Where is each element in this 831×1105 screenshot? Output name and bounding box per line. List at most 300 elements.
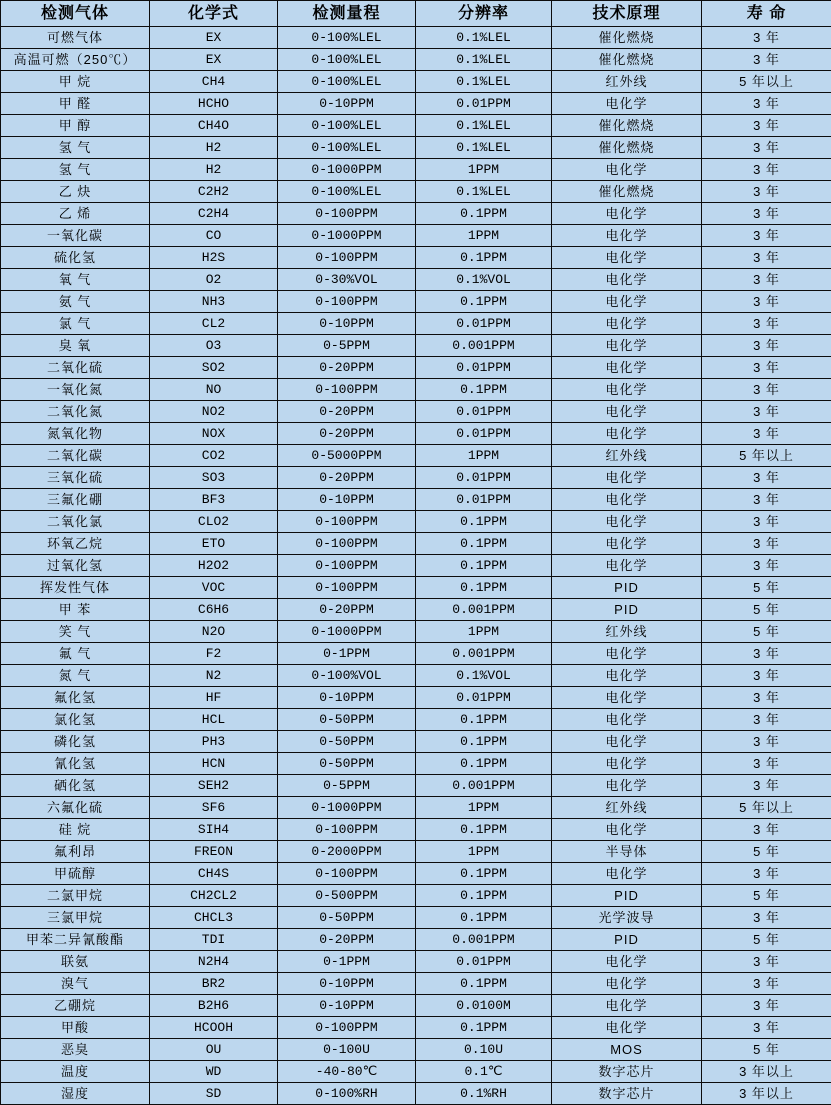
cell-technical-principle: 电化学 xyxy=(552,401,702,423)
cell-detection-range: 0-500PPM xyxy=(278,885,416,907)
cell-technical-principle: 电化学 xyxy=(552,687,702,709)
cell-gas-name: 硫化氢 xyxy=(1,247,150,269)
table-row xyxy=(1,665,831,687)
cell-technical-principle: 光学波导 xyxy=(552,907,702,929)
cell-lifetime: 3 年 xyxy=(702,533,831,555)
cell-detection-range: 0-10PPM xyxy=(278,489,416,511)
cell-technical-principle: 半导体 xyxy=(552,841,702,863)
cell-lifetime: 3 年 xyxy=(702,995,831,1017)
cell-technical-principle: 电化学 xyxy=(552,555,702,577)
table-row xyxy=(1,489,831,511)
cell-gas-name: 联氨 xyxy=(1,951,150,973)
table-row xyxy=(1,137,831,159)
cell-chemical-formula: CH2CL2 xyxy=(150,885,278,907)
cell-technical-principle: 电化学 xyxy=(552,313,702,335)
cell-technical-principle: 电化学 xyxy=(552,247,702,269)
cell-detection-range: 0-20PPM xyxy=(278,599,416,621)
cell-technical-principle: 电化学 xyxy=(552,93,702,115)
cell-detection-range: 0-100U xyxy=(278,1039,416,1061)
cell-detection-range: 0-100%LEL xyxy=(278,71,416,93)
table-row xyxy=(1,269,831,291)
cell-detection-range: 0-100PPM xyxy=(278,577,416,599)
cell-resolution: 0.1PPM xyxy=(416,1017,552,1039)
cell-chemical-formula: CH4O xyxy=(150,115,278,137)
cell-lifetime: 3 年 xyxy=(702,731,831,753)
cell-chemical-formula: F2 xyxy=(150,643,278,665)
cell-detection-range: 0-10PPM xyxy=(278,973,416,995)
cell-resolution: 1PPM xyxy=(416,841,552,863)
table-row xyxy=(1,467,831,489)
cell-resolution: 0.01PPM xyxy=(416,467,552,489)
cell-detection-range: 0-50PPM xyxy=(278,709,416,731)
cell-technical-principle: PID xyxy=(552,577,702,599)
table-row xyxy=(1,49,831,71)
cell-technical-principle: 电化学 xyxy=(552,423,702,445)
table-row xyxy=(1,907,831,929)
cell-resolution: 0.001PPM xyxy=(416,775,552,797)
cell-lifetime: 5 年以上 xyxy=(702,445,831,467)
cell-technical-principle: 电化学 xyxy=(552,379,702,401)
cell-lifetime: 5 年 xyxy=(702,885,831,907)
cell-lifetime: 3 年 xyxy=(702,907,831,929)
table-row xyxy=(1,159,831,181)
table-row xyxy=(1,577,831,599)
column-header-range: 检测量程 xyxy=(278,1,416,27)
cell-chemical-formula: OU xyxy=(150,1039,278,1061)
cell-technical-principle: 红外线 xyxy=(552,71,702,93)
cell-resolution: 0.0100M xyxy=(416,995,552,1017)
table-body xyxy=(1,27,831,1105)
cell-lifetime: 3 年 xyxy=(702,401,831,423)
table-row xyxy=(1,423,831,445)
cell-detection-range: 0-100PPM xyxy=(278,533,416,555)
cell-technical-principle: 数字芯片 xyxy=(552,1061,702,1083)
cell-detection-range: 0-5000PPM xyxy=(278,445,416,467)
cell-detection-range: 0-5PPM xyxy=(278,775,416,797)
cell-chemical-formula: B2H6 xyxy=(150,995,278,1017)
cell-gas-name: 温度 xyxy=(1,1061,150,1083)
cell-chemical-formula: NO2 xyxy=(150,401,278,423)
table-row xyxy=(1,951,831,973)
cell-lifetime: 3 年 xyxy=(702,225,831,247)
cell-detection-range: 0-1000PPM xyxy=(278,797,416,819)
table-row xyxy=(1,203,831,225)
cell-resolution: 0.1%LEL xyxy=(416,115,552,137)
cell-lifetime: 3 年 xyxy=(702,511,831,533)
cell-detection-range: 0-1000PPM xyxy=(278,159,416,181)
cell-detection-range: 0-20PPM xyxy=(278,357,416,379)
table-row xyxy=(1,335,831,357)
cell-resolution: 0.1PPM xyxy=(416,973,552,995)
cell-gas-name: 甲 醛 xyxy=(1,93,150,115)
cell-resolution: 0.1%VOL xyxy=(416,665,552,687)
cell-resolution: 0.1%LEL xyxy=(416,181,552,203)
cell-lifetime: 3 年 xyxy=(702,247,831,269)
cell-lifetime: 3 年 xyxy=(702,709,831,731)
cell-resolution: 0.1PPM xyxy=(416,731,552,753)
cell-detection-range: 0-100%LEL xyxy=(278,115,416,137)
cell-gas-name: 氯 气 xyxy=(1,313,150,335)
cell-resolution: 1PPM xyxy=(416,225,552,247)
cell-gas-name: 一氧化氮 xyxy=(1,379,150,401)
cell-technical-principle: 红外线 xyxy=(552,445,702,467)
cell-lifetime: 3 年 xyxy=(702,181,831,203)
cell-technical-principle: 电化学 xyxy=(552,225,702,247)
cell-chemical-formula: O2 xyxy=(150,269,278,291)
cell-chemical-formula: CH4 xyxy=(150,71,278,93)
cell-detection-range: 0-100PPM xyxy=(278,1017,416,1039)
cell-chemical-formula: ETO xyxy=(150,533,278,555)
cell-chemical-formula: C6H6 xyxy=(150,599,278,621)
cell-lifetime: 3 年 xyxy=(702,489,831,511)
cell-detection-range: 0-20PPM xyxy=(278,467,416,489)
cell-resolution: 0.1PPM xyxy=(416,247,552,269)
cell-resolution: 0.1PPM xyxy=(416,577,552,599)
cell-resolution: 0.1%LEL xyxy=(416,49,552,71)
cell-chemical-formula: BR2 xyxy=(150,973,278,995)
table-row xyxy=(1,27,831,49)
cell-gas-name: 氮 气 xyxy=(1,665,150,687)
cell-resolution: 0.001PPM xyxy=(416,643,552,665)
cell-technical-principle: 数字芯片 xyxy=(552,1083,702,1105)
cell-gas-name: 氮氧化物 xyxy=(1,423,150,445)
cell-gas-name: 甲酸 xyxy=(1,1017,150,1039)
cell-lifetime: 3 年 xyxy=(702,753,831,775)
table-row xyxy=(1,929,831,951)
cell-chemical-formula: HCL xyxy=(150,709,278,731)
cell-technical-principle: 电化学 xyxy=(552,489,702,511)
cell-technical-principle: 电化学 xyxy=(552,159,702,181)
cell-lifetime: 3 年 xyxy=(702,665,831,687)
cell-technical-principle: MOS xyxy=(552,1039,702,1061)
cell-gas-name: 三氯甲烷 xyxy=(1,907,150,929)
cell-chemical-formula: HCHO xyxy=(150,93,278,115)
cell-resolution: 0.1PPM xyxy=(416,709,552,731)
cell-chemical-formula: EX xyxy=(150,27,278,49)
cell-gas-name: 笑 气 xyxy=(1,621,150,643)
cell-detection-range: 0-100%LEL xyxy=(278,49,416,71)
cell-lifetime: 3 年 xyxy=(702,335,831,357)
cell-technical-principle: 电化学 xyxy=(552,291,702,313)
cell-resolution: 0.10U xyxy=(416,1039,552,1061)
table-row xyxy=(1,93,831,115)
cell-detection-range: 0-30%VOL xyxy=(278,269,416,291)
cell-gas-name: 甲硫醇 xyxy=(1,863,150,885)
table-header xyxy=(1,1,831,27)
table-row xyxy=(1,863,831,885)
table-row xyxy=(1,181,831,203)
cell-gas-name: 三氧化硫 xyxy=(1,467,150,489)
cell-detection-range: 0-100PPM xyxy=(278,555,416,577)
cell-lifetime: 3 年 xyxy=(702,555,831,577)
cell-gas-name: 三氟化硼 xyxy=(1,489,150,511)
table-row xyxy=(1,841,831,863)
cell-detection-range: 0-50PPM xyxy=(278,753,416,775)
cell-resolution: 0.001PPM xyxy=(416,929,552,951)
column-header-resolution: 分辨率 xyxy=(416,1,552,27)
cell-detection-range: 0-1PPM xyxy=(278,951,416,973)
cell-resolution: 0.1PPM xyxy=(416,511,552,533)
table-row xyxy=(1,1017,831,1039)
cell-gas-name: 氟利昂 xyxy=(1,841,150,863)
table-row xyxy=(1,401,831,423)
cell-lifetime: 3 年 xyxy=(702,643,831,665)
cell-technical-principle: 催化燃烧 xyxy=(552,137,702,159)
cell-chemical-formula: H2O2 xyxy=(150,555,278,577)
cell-chemical-formula: HF xyxy=(150,687,278,709)
cell-gas-name: 二氧化碳 xyxy=(1,445,150,467)
cell-technical-principle: 电化学 xyxy=(552,665,702,687)
table-row xyxy=(1,687,831,709)
cell-resolution: 0.1PPM xyxy=(416,379,552,401)
cell-gas-name: 氟化氢 xyxy=(1,687,150,709)
cell-chemical-formula: SD xyxy=(150,1083,278,1105)
cell-chemical-formula: HCOOH xyxy=(150,1017,278,1039)
cell-lifetime: 3 年 xyxy=(702,115,831,137)
cell-gas-name: 恶臭 xyxy=(1,1039,150,1061)
cell-chemical-formula: TDI xyxy=(150,929,278,951)
cell-technical-principle: 红外线 xyxy=(552,797,702,819)
cell-gas-name: 氟 气 xyxy=(1,643,150,665)
cell-gas-name: 乙硼烷 xyxy=(1,995,150,1017)
cell-lifetime: 3 年 xyxy=(702,423,831,445)
cell-detection-range: 0-5PPM xyxy=(278,335,416,357)
table-row xyxy=(1,511,831,533)
cell-lifetime: 3 年 xyxy=(702,27,831,49)
table-row xyxy=(1,71,831,93)
cell-technical-principle: 电化学 xyxy=(552,709,702,731)
cell-technical-principle: 红外线 xyxy=(552,621,702,643)
table-row xyxy=(1,445,831,467)
cell-chemical-formula: O3 xyxy=(150,335,278,357)
table-row xyxy=(1,973,831,995)
table-row xyxy=(1,819,831,841)
cell-chemical-formula: CLO2 xyxy=(150,511,278,533)
cell-detection-range: 0-1000PPM xyxy=(278,621,416,643)
column-header-gas: 检测气体 xyxy=(1,1,150,27)
cell-detection-range: 0-10PPM xyxy=(278,687,416,709)
cell-chemical-formula: SO2 xyxy=(150,357,278,379)
cell-gas-name: 二氯甲烷 xyxy=(1,885,150,907)
cell-technical-principle: 电化学 xyxy=(552,753,702,775)
cell-lifetime: 3 年 xyxy=(702,1017,831,1039)
table-row xyxy=(1,247,831,269)
cell-gas-name: 二氧化氮 xyxy=(1,401,150,423)
cell-detection-range: 0-100%VOL xyxy=(278,665,416,687)
cell-gas-name: 挥发性气体 xyxy=(1,577,150,599)
cell-gas-name: 乙 炔 xyxy=(1,181,150,203)
cell-chemical-formula: SF6 xyxy=(150,797,278,819)
cell-chemical-formula: H2 xyxy=(150,137,278,159)
cell-resolution: 0.01PPM xyxy=(416,951,552,973)
table-row xyxy=(1,555,831,577)
cell-chemical-formula: C2H2 xyxy=(150,181,278,203)
cell-chemical-formula: PH3 xyxy=(150,731,278,753)
cell-resolution: 0.01PPM xyxy=(416,423,552,445)
column-header-principle: 技术原理 xyxy=(552,1,702,27)
cell-chemical-formula: HCN xyxy=(150,753,278,775)
cell-chemical-formula: N2 xyxy=(150,665,278,687)
table-row xyxy=(1,1061,831,1083)
cell-resolution: 1PPM xyxy=(416,621,552,643)
cell-technical-principle: 催化燃烧 xyxy=(552,49,702,71)
cell-detection-range: 0-1000PPM xyxy=(278,225,416,247)
cell-lifetime: 3 年 xyxy=(702,203,831,225)
cell-resolution: 0.1%VOL xyxy=(416,269,552,291)
cell-resolution: 0.1PPM xyxy=(416,819,552,841)
cell-lifetime: 3 年 xyxy=(702,291,831,313)
cell-lifetime: 3 年 xyxy=(702,973,831,995)
cell-technical-principle: 电化学 xyxy=(552,335,702,357)
cell-technical-principle: 电化学 xyxy=(552,775,702,797)
cell-gas-name: 溴气 xyxy=(1,973,150,995)
cell-resolution: 1PPM xyxy=(416,445,552,467)
cell-lifetime: 3 年以上 xyxy=(702,1083,831,1105)
cell-detection-range: 0-1PPM xyxy=(278,643,416,665)
cell-detection-range: 0-100%LEL xyxy=(278,181,416,203)
cell-lifetime: 3 年 xyxy=(702,159,831,181)
cell-gas-name: 氢 气 xyxy=(1,137,150,159)
cell-technical-principle: 电化学 xyxy=(552,1017,702,1039)
cell-lifetime: 3 年以上 xyxy=(702,1061,831,1083)
cell-technical-principle: 催化燃烧 xyxy=(552,181,702,203)
cell-technical-principle: 电化学 xyxy=(552,819,702,841)
cell-resolution: 1PPM xyxy=(416,159,552,181)
table-row xyxy=(1,533,831,555)
cell-technical-principle: 催化燃烧 xyxy=(552,27,702,49)
cell-chemical-formula: NH3 xyxy=(150,291,278,313)
table-row xyxy=(1,621,831,643)
table-row xyxy=(1,643,831,665)
cell-technical-principle: PID xyxy=(552,929,702,951)
cell-lifetime: 3 年 xyxy=(702,357,831,379)
cell-technical-principle: 电化学 xyxy=(552,973,702,995)
table-row xyxy=(1,357,831,379)
cell-gas-name: 甲 醇 xyxy=(1,115,150,137)
table-row xyxy=(1,115,831,137)
table-row xyxy=(1,731,831,753)
table-row xyxy=(1,225,831,247)
cell-detection-range: 0-100PPM xyxy=(278,379,416,401)
table-row xyxy=(1,885,831,907)
cell-chemical-formula: H2 xyxy=(150,159,278,181)
cell-gas-name: 臭 氧 xyxy=(1,335,150,357)
header-row xyxy=(1,1,831,27)
cell-resolution: 0.001PPM xyxy=(416,599,552,621)
cell-gas-name: 氢 气 xyxy=(1,159,150,181)
cell-gas-name: 可燃气体 xyxy=(1,27,150,49)
cell-chemical-formula: H2S xyxy=(150,247,278,269)
cell-chemical-formula: CH4S xyxy=(150,863,278,885)
cell-resolution: 0.01PPM xyxy=(416,357,552,379)
cell-gas-name: 二氧化硫 xyxy=(1,357,150,379)
cell-detection-range: 0-100PPM xyxy=(278,819,416,841)
cell-chemical-formula: EX xyxy=(150,49,278,71)
cell-gas-name: 环氧乙烷 xyxy=(1,533,150,555)
cell-lifetime: 5 年以上 xyxy=(702,71,831,93)
column-header-lifetime: 寿 命 xyxy=(702,1,831,27)
cell-lifetime: 3 年 xyxy=(702,93,831,115)
cell-technical-principle: 电化学 xyxy=(552,203,702,225)
cell-gas-name: 甲 烷 xyxy=(1,71,150,93)
cell-chemical-formula: CO2 xyxy=(150,445,278,467)
cell-resolution: 0.1%LEL xyxy=(416,71,552,93)
cell-technical-principle: 电化学 xyxy=(552,533,702,555)
cell-resolution: 0.01PPM xyxy=(416,313,552,335)
cell-lifetime: 5 年 xyxy=(702,929,831,951)
table-row xyxy=(1,775,831,797)
cell-detection-range: 0-100PPM xyxy=(278,247,416,269)
cell-resolution: 0.1PPM xyxy=(416,863,552,885)
table-row xyxy=(1,995,831,1017)
cell-technical-principle: 电化学 xyxy=(552,863,702,885)
table-row xyxy=(1,1083,831,1105)
cell-lifetime: 3 年 xyxy=(702,137,831,159)
table-row xyxy=(1,753,831,775)
cell-lifetime: 5 年 xyxy=(702,621,831,643)
cell-detection-range: 0-50PPM xyxy=(278,731,416,753)
cell-lifetime: 5 年 xyxy=(702,599,831,621)
cell-lifetime: 3 年 xyxy=(702,687,831,709)
cell-chemical-formula: SIH4 xyxy=(150,819,278,841)
cell-resolution: 0.01PPM xyxy=(416,93,552,115)
cell-technical-principle: 电化学 xyxy=(552,357,702,379)
cell-lifetime: 5 年 xyxy=(702,841,831,863)
cell-chemical-formula: WD xyxy=(150,1061,278,1083)
cell-technical-principle: 电化学 xyxy=(552,467,702,489)
cell-chemical-formula: C2H4 xyxy=(150,203,278,225)
cell-gas-name: 氰化氢 xyxy=(1,753,150,775)
cell-detection-range: 0-20PPM xyxy=(278,423,416,445)
cell-detection-range: 0-10PPM xyxy=(278,995,416,1017)
cell-resolution: 0.01PPM xyxy=(416,489,552,511)
cell-gas-name: 磷化氢 xyxy=(1,731,150,753)
cell-resolution: 0.001PPM xyxy=(416,335,552,357)
table-row xyxy=(1,599,831,621)
cell-lifetime: 5 年 xyxy=(702,577,831,599)
cell-gas-name: 硒化氢 xyxy=(1,775,150,797)
cell-gas-name: 二氧化氯 xyxy=(1,511,150,533)
cell-technical-principle: 电化学 xyxy=(552,269,702,291)
cell-technical-principle: 电化学 xyxy=(552,643,702,665)
table-row xyxy=(1,379,831,401)
cell-resolution: 0.1PPM xyxy=(416,885,552,907)
cell-gas-name: 氨 气 xyxy=(1,291,150,313)
cell-lifetime: 3 年 xyxy=(702,49,831,71)
cell-lifetime: 3 年 xyxy=(702,269,831,291)
cell-resolution: 0.1PPM xyxy=(416,533,552,555)
cell-resolution: 0.1℃ xyxy=(416,1061,552,1083)
cell-detection-range: 0-100PPM xyxy=(278,291,416,313)
cell-technical-principle: 电化学 xyxy=(552,951,702,973)
table-row xyxy=(1,313,831,335)
cell-detection-range: 0-20PPM xyxy=(278,401,416,423)
table-row xyxy=(1,709,831,731)
cell-detection-range: 0-100PPM xyxy=(278,863,416,885)
cell-gas-name: 甲苯二异氰酸酯 xyxy=(1,929,150,951)
cell-detection-range: 0-100PPM xyxy=(278,203,416,225)
cell-lifetime: 3 年 xyxy=(702,467,831,489)
table-row xyxy=(1,797,831,819)
cell-chemical-formula: SO3 xyxy=(150,467,278,489)
cell-resolution: 0.1PPM xyxy=(416,907,552,929)
cell-technical-principle: 电化学 xyxy=(552,995,702,1017)
cell-detection-range: 0-100PPM xyxy=(278,511,416,533)
cell-lifetime: 3 年 xyxy=(702,313,831,335)
cell-technical-principle: 催化燃烧 xyxy=(552,115,702,137)
cell-gas-name: 氧 气 xyxy=(1,269,150,291)
table-row xyxy=(1,291,831,313)
